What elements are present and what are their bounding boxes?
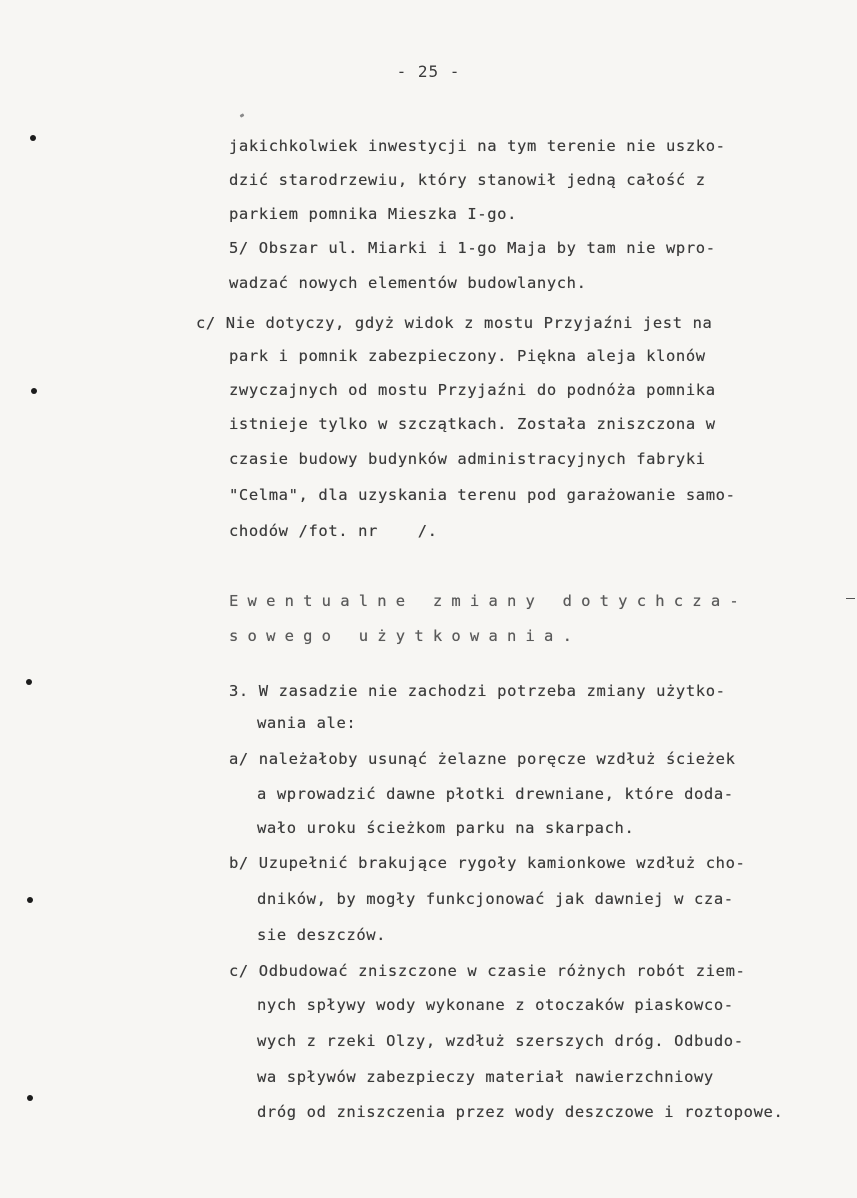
text-line: parkiem pomnika Mieszka I-go.	[229, 205, 518, 223]
text-line: wadzać nowych elementów budowlanych.	[229, 274, 587, 292]
page-number: - 25 -	[396, 62, 461, 81]
text-line: a wprowadzić dawne płotki drewniane, które doda-	[257, 785, 734, 803]
text-line: wało uroku ścieżkom parku na skarpach.	[257, 819, 635, 837]
text-line: istnieje tylko w szczątkach. Została zniszczona w	[229, 415, 716, 433]
text-line: nych spływy wody wykonane z otoczaków piaskowco-	[257, 996, 734, 1014]
text-line: jakichkolwiek inwestycji na tym terenie nie uszko-	[229, 137, 726, 155]
text-line: chodów /fot. nr /.	[229, 522, 438, 540]
text-line: wania ale:	[257, 714, 357, 732]
section-heading-line: sowego użytkowania.	[229, 627, 582, 645]
text-line: 5/ Obszar ul. Miarki i 1-go Maja by tam nie wpro-	[229, 239, 716, 257]
text-line: a/ należałoby usunąć żelazne poręcze wzdłuż ścieżek	[229, 750, 736, 768]
text-line: c/ Nie dotyczy, gdyż widok z mostu Przyjaźni jest na	[196, 314, 713, 332]
text-line: czasie budowy budynków administracyjnych fabryki	[229, 450, 706, 468]
text-line: dników, by mogły funkcjonować jak dawniej w cza-	[257, 890, 734, 908]
punch-hole-mark	[31, 388, 37, 394]
punch-hole-mark	[27, 1095, 33, 1101]
text-line: sie deszczów.	[257, 926, 387, 944]
text-line: c/ Odbudować zniszczone w czasie różnych robót ziem-	[229, 962, 746, 980]
edge-mark	[846, 598, 855, 599]
ink-speck	[240, 113, 245, 118]
text-line: dróg od zniszczenia przez wody deszczowe i roztopowe.	[257, 1103, 784, 1121]
text-line: b/ Uzupełnić brakujące rygoły kamionkowe wzdłuż cho-	[229, 854, 746, 872]
text-line: wych z rzeki Olzy, wzdłuż szerszych dróg. Odbudo-	[257, 1032, 744, 1050]
punch-hole-mark	[27, 897, 33, 903]
punch-hole-mark	[30, 135, 36, 141]
text-line: dzić starodrzewiu, który stanowił jedną całość z	[229, 171, 706, 189]
text-line: 3. W zasadzie nie zachodzi potrzeba zmiany użytko-	[229, 682, 726, 700]
text-line: zwyczajnych od mostu Przyjaźni do podnóża pomnika	[229, 381, 716, 399]
punch-hole-mark	[26, 679, 32, 685]
text-line: wa spływów zabezpieczy materiał nawierzchniowy	[257, 1068, 714, 1086]
text-line: park i pomnik zabezpieczony. Piękna aleja klonów	[229, 347, 706, 365]
text-line: "Celma", dla uzyskania terenu pod garażowanie samo-	[229, 486, 736, 504]
section-heading-line: Ewentualne zmiany dotychcza-	[229, 592, 748, 610]
